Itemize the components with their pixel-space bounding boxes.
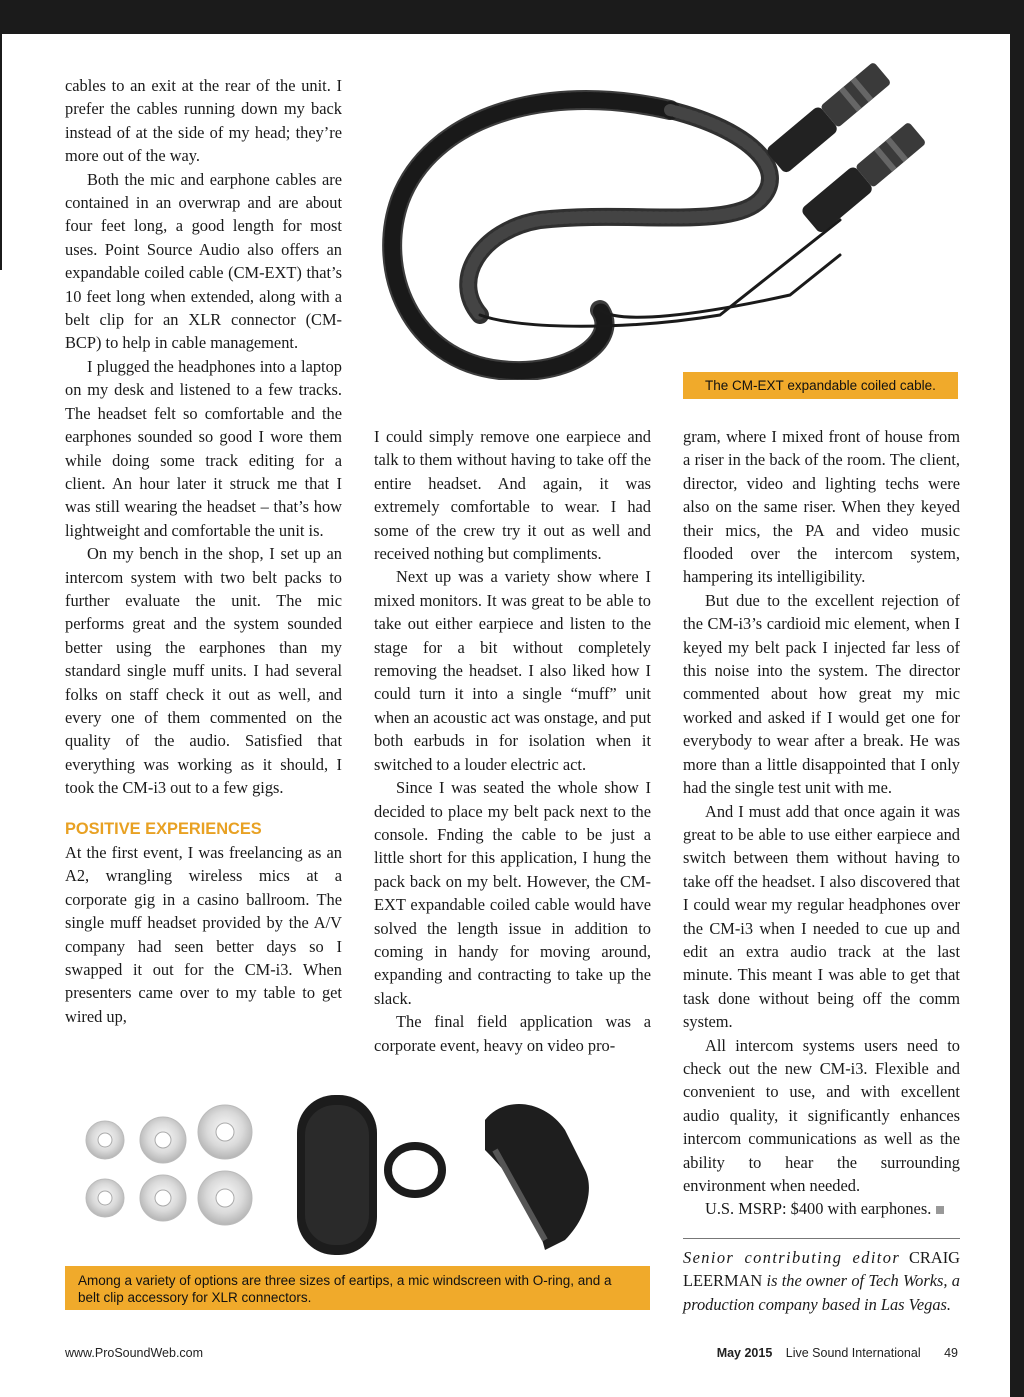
author-description: is the owner of Tech Works, a production company based in Las Vegas. [683,1271,960,1314]
footer-website: www.ProSoundWeb.com [65,1346,204,1360]
paragraph: The final field application was a corporate event, heavy on video pro- [374,1012,651,1055]
eartips-icon [86,1105,252,1225]
coiled-cable-image [370,40,970,380]
msrp-line [683,1197,960,1220]
paragraph: I could simply remove one earpiece and talk to them without having to take off the entire headset. And again, it was extremely comfortable to wear. I had some of the crew try it out as well and received nothing but compliments. [374,427,651,564]
footer-issue [717,1346,958,1360]
paragraph: But due to the excellent rejection of the CM-i3’s cardioid mic element, when I keyed my belt pack I injected far less of this noise into the system. The director commented about how great my mic worked and asked if I would get one for everybody to wear after a break. He was more than a little disappointed that I only had the single test unit with me. [683,590,960,798]
accessories-caption: Among a variety of options are three sizes of eartips, a mic windscreen with O-ring, and a belt clip accessory for XLR connectors. [65,1266,650,1310]
top-black-bar [0,0,1024,34]
paragraph: I plugged the headphones into a laptop on my desk and listened to a few tracks. The headset felt so comfortable and the earphones sounded so good I wore them while doing some track editing for a client. An hour later it struck me that I was still wearing the headset – that’s how lightweight and comfortable the unit is. [65,356,342,540]
right-black-bar [1010,34,1024,1397]
author-title: Senior contributing editor [683,1248,901,1267]
footer-magazine: Live Sound International [785,1346,921,1360]
cable-caption: The CM-EXT expandable coiled cable. [683,372,958,399]
paragraph: Both the mic and earphone cables are contained in an overwrap and are about four feet long, a good length for most uses. Point Source Audio also offers an expandable coiled cable (CM-EXT) that’s 10 feet long when extended, along with a belt clip for an XLR connector (CM-BCP) to help in cable management. [65,169,342,353]
author-name: CRAIG LEERMAN [683,1248,960,1291]
footer-month: May 2015 [716,1346,773,1360]
msrp-text: U.S. MSRP: $400 with earphones. [705,1199,932,1219]
text-column-2 [374,425,651,1057]
paragraph: Since I was seated the whole show I decided to place my belt pack next to the console. Fnding the cable to be just a little short for this application, I hung the pack back on my belt. However, the CM-EXT expandable coiled cable would have solved the length issue in addition to coming in handy for moving around, expanding and contracting to take up the slack. [374,778,651,1008]
author-bio [683,1238,960,1316]
paragraph: On my bench in the shop, I set up an intercom system with two belt packs to further evaluate the unit. The mic performs great and the system sounded better using the earphones than my standard single muff units. I had several folks on staff check it out as well, and every one of them commented on the quality of the audio. Satisfied that everything was working as it should, I took the CM-i3 out to a few gigs. [65,544,342,798]
windscreen-icon [297,1095,377,1255]
accessories-image [65,1090,665,1260]
end-mark-icon [936,1206,944,1214]
section-heading: POSITIVE EXPERIENCES [65,819,262,838]
paragraph: cables to an exit at the rear of the unit. I prefer the cables running down my back instead of at the side of my head; they’re more out of the way. [65,76,342,166]
paragraph: gram, where I mixed front of house from a riser in the back of the room. The client, director, video and lighting techs were also on the same riser. When they keyed their mics, the PA and video music flooded over the intercom system, hampering its intelligibility. [683,427,960,587]
paragraph: At the first event, I was freelancing as an A2, wrangling wireless mics at a corporate gig in a casino ballroom. The single muff headset provided by the A/V company had seen better days so I swapped it out for the CM-i3. When presenters came over to my table to get wired up, [65,843,342,1026]
text-column-1 [65,74,342,1028]
text-column-3 [683,425,960,1221]
o-ring-icon [388,1146,442,1194]
paragraph: Next up was a variety show where I mixed monitors. It was great to be able to take out either earpiece and listen to the stage for a bit without completely removing the headset. I also liked how I could turn it into a single “muff” unit when an acoustic act was onstage, and put both earbuds in for isolation when it switched to a louder electric act. [374,567,651,774]
page-number: 49 [944,1346,958,1360]
belt-clip-icon [485,1104,589,1250]
left-edge-mark [0,34,2,270]
paragraph: All intercom systems users need to check out the new CM-i3. Flexible and convenient to use, and with excellent audio quality, it significantly enhances intercom communications as well as the ability to hear the surrounding environment when needed. [683,1035,960,1195]
paragraph: And I must add that once again it was great to be able to use either earpiece and switch between them without having to take off the headset. I also discovered that I could wear my regular headphones over the CM-i3 when I needed to cue up and edit an extra audio track at the last minute. This meant I was able to get that task done without being off the comm system. [683,801,960,1032]
